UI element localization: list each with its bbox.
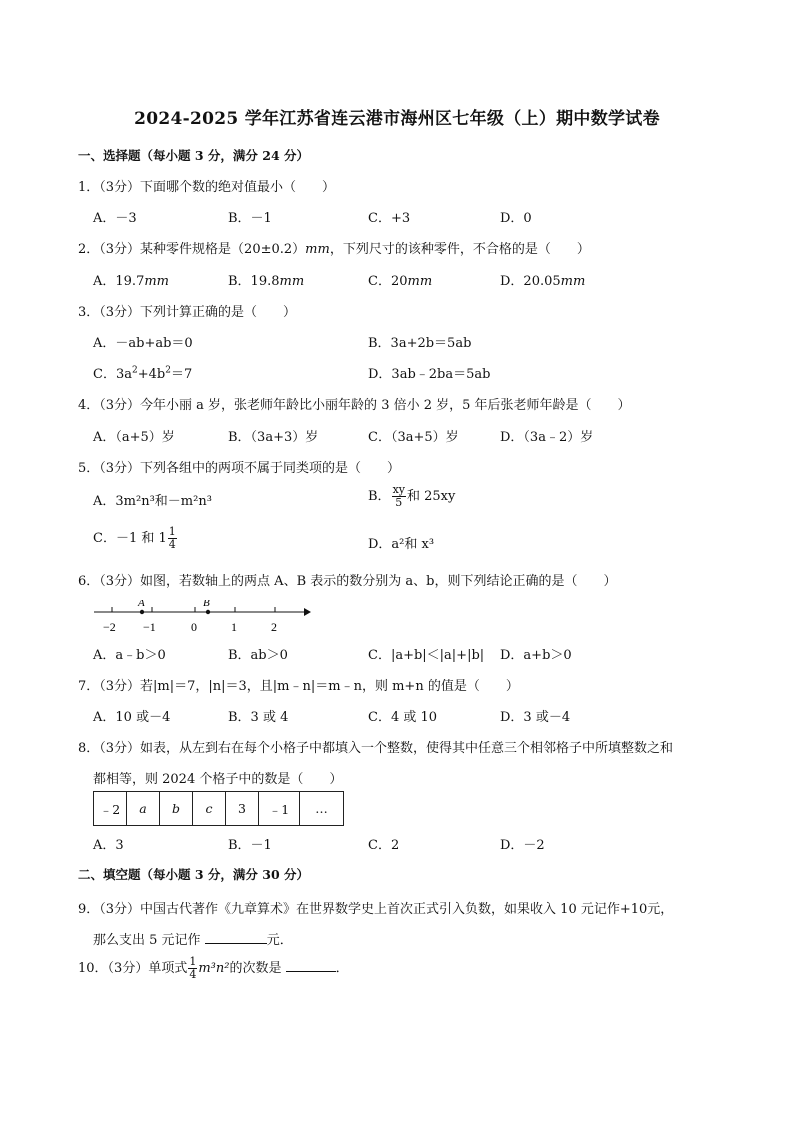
question-6-stem: 6．（3分）如图，若数轴上的两点 A、B 表示的数分别为 a、b，则下列结论正确的是（ ） xyxy=(78,574,617,589)
question-6-option-c: C．|a+b|＜|a|+|b| xyxy=(368,648,485,663)
question-3-option-d: D．3ab﹣2ba＝5ab xyxy=(368,367,491,382)
question-5-option-b: B． $\frac{xy}{5}$ 和 25xy xyxy=(368,483,456,509)
question-6-option-d: D．a+b＞0 xyxy=(500,648,572,663)
question-5-option-a: A．3m²n³和－m²n³ xyxy=(93,494,212,509)
tick-label: −2 xyxy=(103,620,116,634)
question-7-option-c: C．4 或 10 xyxy=(368,710,438,725)
question-4-option-a: A．（a+5）岁 xyxy=(93,430,175,445)
question-1-option-a: A．－3 xyxy=(93,211,137,226)
tick-label: 2 xyxy=(271,620,277,634)
fraction-one-quarter: $\frac{1}{4}$ xyxy=(189,955,197,981)
question-4-option-b: B．（3a+3）岁 xyxy=(228,430,319,445)
question-2-stem: 2．（3分）某种零件规格是（20±0.2）mm，下列尺寸的该种零件，不合格的是（ ） xyxy=(78,242,590,257)
point-b-label: B xyxy=(203,600,210,609)
number-grid-table xyxy=(93,791,344,826)
question-1-option-c: C．+3 xyxy=(368,211,411,226)
section-heading-choice: 一、选择题（每小题 3 分，满分 24 分） xyxy=(78,148,310,163)
question-5-option-d: D．a²和 x³ xyxy=(368,537,435,552)
question-5-stem: 5．（3分）下列各组中的两项不属于同类项的是（ ） xyxy=(78,461,401,476)
tick-label: −1 xyxy=(143,620,156,634)
question-8-stem-line1: 8．（3分）如表，从左到右在每个小格子中都填入一个整数，使得其中任意三个相邻格子中所填整数之和 xyxy=(78,741,674,756)
question-1-option-b: B．－1 xyxy=(228,211,272,226)
answer-blank[interactable] xyxy=(286,959,336,972)
question-6-option-a: A．a﹣b＞0 xyxy=(93,648,166,663)
fraction-xy-over-5: $\frac{xy}{5}$ xyxy=(392,483,405,509)
grid-cell: a xyxy=(127,792,160,826)
page-title: 2024-2025 学年江苏省连云港市海州区七年级（上）期中数学试卷 xyxy=(134,109,660,129)
question-8-option-c: C．2 xyxy=(368,838,400,853)
question-3-option-b: B．3a+2b＝5ab xyxy=(368,336,472,351)
question-7-stem: 7．（3分）若|m|＝7，|n|＝3，且|m﹣n|＝m﹣n，则 m+n 的值是（ ） xyxy=(78,679,519,694)
number-line-arrow-icon xyxy=(304,608,311,616)
grid-cell: b xyxy=(160,792,193,826)
question-4-stem: 4．（3分）今年小丽 a 岁，张老师年龄比小丽年龄的 3 倍小 2 岁，5 年后张老师年龄是（ ） xyxy=(78,398,631,413)
question-3-option-c: C．$3a^2+4b^2=7$ xyxy=(93,365,193,382)
question-7-option-d: D．3 或－4 xyxy=(500,710,571,725)
question-5-option-c: C．－1 和 1 $\frac{1}{4}$ xyxy=(93,525,176,551)
question-2-option-a: A．19.7mm xyxy=(93,274,169,289)
tick-label: 0 xyxy=(191,620,197,634)
grid-cell: ﹣2 xyxy=(94,792,127,826)
question-9-stem-line2: 那么支出 5 元记作 元． xyxy=(93,933,293,948)
grid-cell: 3 xyxy=(226,792,259,826)
question-7-option-a: A．10 或－4 xyxy=(93,710,171,725)
point-a-marker xyxy=(140,610,144,614)
answer-blank[interactable] xyxy=(205,931,267,944)
grid-cell-ellipsis: … xyxy=(300,792,344,826)
question-2-option-d: D．20.05mm xyxy=(500,274,586,289)
section-heading-fill: 二、填空题（每小题 3 分，满分 30 分） xyxy=(78,867,310,882)
question-4-option-c: C．（3a+5）岁 xyxy=(368,430,459,445)
grid-cell: c xyxy=(193,792,226,826)
question-8-option-a: A．3 xyxy=(93,838,124,853)
question-6-option-b: B．ab＞0 xyxy=(228,648,288,663)
question-8-stem-line2: 都相等，则 2024 个格子中的数是（ ） xyxy=(93,772,343,787)
question-7-option-b: B．3 或 4 xyxy=(228,710,289,725)
fraction-one-quarter: $\frac{1}{4}$ xyxy=(168,525,176,551)
tick-label: 1 xyxy=(231,620,237,634)
question-3-stem: 3．（3分）下列计算正确的是（ ） xyxy=(78,305,297,320)
question-1-option-d: D．0 xyxy=(500,211,532,226)
question-3-option-a: A．－ab+ab＝0 xyxy=(93,336,193,351)
question-4-option-d: D．（3a﹣2）岁 xyxy=(500,430,594,445)
question-10-stem: 10．（3分）单项式 $\frac{1}{4}$ m³n²的次数是 ． xyxy=(78,955,349,981)
point-b-marker xyxy=(206,610,210,614)
grid-cell: ﹣1 xyxy=(259,792,300,826)
question-8-option-d: D．－2 xyxy=(500,838,545,853)
question-1-stem: 1．（3分）下面哪个数的绝对值最小（ ） xyxy=(78,180,336,195)
question-2-option-c: C．20mm xyxy=(368,274,433,289)
question-2-option-b: B．19.8mm xyxy=(228,274,305,289)
number-line-ticks xyxy=(112,607,275,612)
point-a-label: A xyxy=(138,600,145,609)
question-9-stem-line1: 9．（3分）中国古代著作《九章算术》在世界数学史上首次正式引入负数，如果收入 10 元记作+10元， xyxy=(78,902,674,917)
number-line-figure xyxy=(92,600,312,640)
question-8-option-b: B．－1 xyxy=(228,838,272,853)
